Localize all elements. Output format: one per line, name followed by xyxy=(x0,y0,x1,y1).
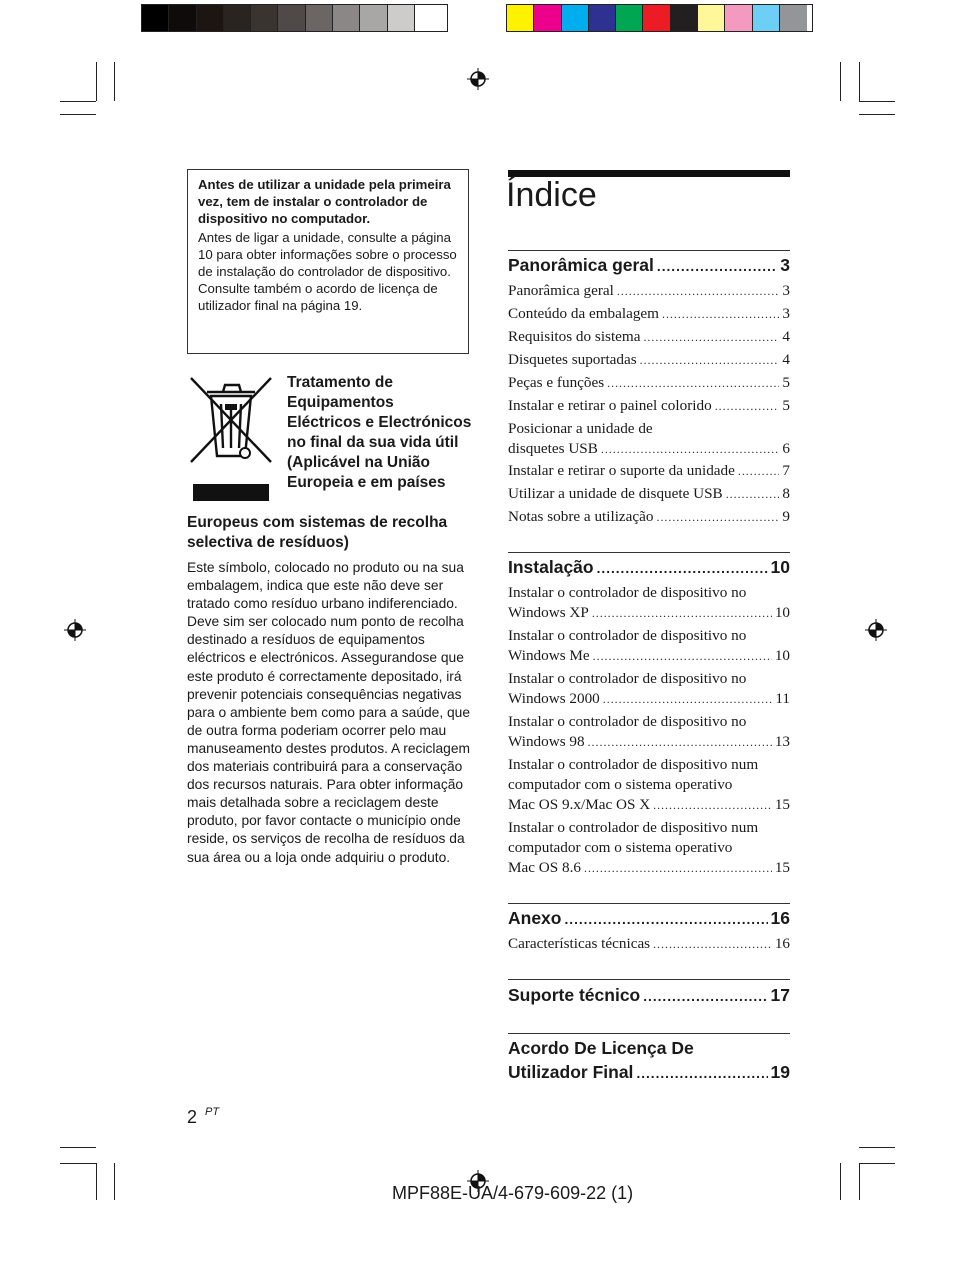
color-swatch xyxy=(534,5,561,31)
crop-mark xyxy=(114,62,115,101)
toc-entry[interactable]: Instalar o controlador de dispositivo num computador com o sistema operativo Mac OS 8.6 ..... 15 xyxy=(508,818,790,878)
color-swatch xyxy=(753,5,780,31)
crop-mark xyxy=(60,114,96,115)
crossed-out-bin-icon xyxy=(187,374,275,504)
crop-mark xyxy=(60,101,96,102)
crop-mark xyxy=(840,62,841,101)
color-swatch xyxy=(616,5,643,31)
section-rule xyxy=(508,979,790,980)
crop-mark xyxy=(60,1163,96,1164)
toc-entry[interactable]: Instalar o controlador de dispositivo no Windows 98 ..... 13 xyxy=(508,712,790,752)
toc-section-appendix[interactable]: Anexo ..... 16 xyxy=(508,906,790,932)
toc-entry[interactable]: Instalar o controlador de dispositivo num computador com o sistema operativo Mac OS 9.x/Mac OS X ..... 15 xyxy=(508,755,790,815)
toc-entry[interactable]: Instalar o controlador de dispositivo no Windows Me ..... 10 xyxy=(508,626,790,666)
toc-entry[interactable]: Características técnicas ..... 16 xyxy=(508,934,790,954)
color-swatch xyxy=(698,5,725,31)
weee-title-continued: Europeus com sistemas de recolha selectiva de resíduos) xyxy=(187,514,448,551)
toc-entry[interactable]: Peças e funções ..... 5 xyxy=(508,373,790,393)
page-language: PT xyxy=(205,1106,220,1118)
crop-mark xyxy=(60,1147,96,1148)
color-swatch xyxy=(562,5,589,31)
registration-target-icon xyxy=(865,619,887,641)
toc-entry[interactable]: Instalar o controlador de dispositivo no Windows 2000 ..... 11 xyxy=(508,669,790,709)
color-swatch xyxy=(333,5,360,31)
color-swatch xyxy=(197,5,224,31)
color-swatch xyxy=(169,5,196,31)
crop-mark xyxy=(114,1163,115,1200)
toc-entry[interactable]: Disquetes suportadas ..... 4 xyxy=(508,350,790,370)
color-scale-bar xyxy=(506,4,813,32)
toc-section-overview[interactable]: Panorâmica geral ..... 3 xyxy=(508,253,790,279)
toc-section-support[interactable]: Suporte técnico ..... 17 xyxy=(508,983,790,1009)
toc-entry[interactable]: Instalar e retirar o suporte da unidade ..... 7 xyxy=(508,461,790,481)
color-swatch xyxy=(251,5,278,31)
color-swatch xyxy=(643,5,670,31)
color-swatch xyxy=(224,5,251,31)
crop-mark xyxy=(859,1163,895,1164)
page-title: Índice xyxy=(506,176,597,214)
toc-entry[interactable]: Posicionar a unidade de disquetes USB ..... 6 xyxy=(508,419,790,459)
toc-entry[interactable]: Requisitos do sistema ..... 4 xyxy=(508,327,790,347)
color-swatch xyxy=(725,5,752,31)
crop-mark xyxy=(96,1163,97,1200)
crop-mark xyxy=(859,1163,860,1200)
footer-code: MPF88E-UA/4-679-609-22 (1) xyxy=(392,1183,634,1203)
toc-entry[interactable]: Panorâmica geral ..... 3 xyxy=(508,281,790,301)
color-swatch xyxy=(780,5,807,31)
section-rule xyxy=(508,1033,790,1034)
registration-target-icon xyxy=(64,619,86,641)
weee-title: Tratamento de Equipamentos Eléctricos e Electrónicos no final da sua vida útil (Aplicável na União Europeia e em países xyxy=(287,374,472,491)
color-swatch xyxy=(360,5,387,31)
page-number: 2 xyxy=(187,1107,198,1127)
toc-entry[interactable]: Utilizar a unidade de disquete USB ..... 8 xyxy=(508,484,790,504)
color-swatch xyxy=(589,5,616,31)
toc-section-license[interactable]: Acordo De Licença De Utilizador Final ..... 19 xyxy=(508,1036,790,1086)
toc-section-installation[interactable]: Instalação ..... 10 xyxy=(508,555,790,581)
toc-entry[interactable]: Instalar e retirar o painel colorido ..... 5 xyxy=(508,396,790,416)
weee-body-text: Este símbolo, colocado no produto ou na sua embalagem, indica que este não deve ser tratado como resíduo urbano indiferenciado. Deve sim ser colocado num ponto de recolha destinado a resíduos de equipamentos eléctricos e electrónicos. Assegurandose que este produto é correctamente depositado, irá prevenir potenciais consequências negativas para o ambiente bem como para a saúde, que de outra forma poderiam ocorrer pelo mau manuseamento destes produtos. A reciclagem dos materiais contribuirá para a conservação dos recursos naturais. Para obter informação mais detalhada sobre a reciclagem deste produto, por favor contacte o município onde reside, os serviços de recolha de resíduos da sua área ou a loja onde adquiriu o produto. xyxy=(187,560,471,865)
registration-target-icon xyxy=(467,68,489,90)
crop-mark xyxy=(859,101,895,102)
color-swatch xyxy=(671,5,698,31)
crop-mark xyxy=(859,62,860,101)
toc-entry[interactable]: Instalar o controlador de dispositivo no Windows XP ..... 10 xyxy=(508,583,790,623)
color-swatch xyxy=(415,5,442,31)
toc-entry[interactable]: Conteúdo da embalagem ..... 3 xyxy=(508,304,790,324)
section-rule xyxy=(508,250,790,251)
toc-entry[interactable]: Notas sobre a utilização ..... 9 xyxy=(508,507,790,527)
color-swatch xyxy=(507,5,534,31)
notice-text: Antes de ligar a unidade, consulte a página 10 para obter informações sobre o processo de instalação do controlador de dispositivo. Consulte também o acordo de licença de utilizador final na página 19. xyxy=(198,230,457,313)
color-swatch xyxy=(306,5,333,31)
notice-box xyxy=(187,169,469,354)
crop-mark xyxy=(840,1163,841,1200)
section-rule xyxy=(508,903,790,904)
color-swatch xyxy=(278,5,305,31)
section-rule xyxy=(508,552,790,553)
color-swatch xyxy=(388,5,415,31)
color-swatch xyxy=(142,5,169,31)
crop-mark xyxy=(859,1147,895,1148)
gray-scale-bar xyxy=(141,4,448,32)
crop-mark xyxy=(96,62,97,101)
notice-bold-text: Antes de utilizar a unidade pela primeira vez, tem de instalar o controlador de dispositivo no computador. xyxy=(198,177,451,226)
crop-mark xyxy=(859,114,895,115)
